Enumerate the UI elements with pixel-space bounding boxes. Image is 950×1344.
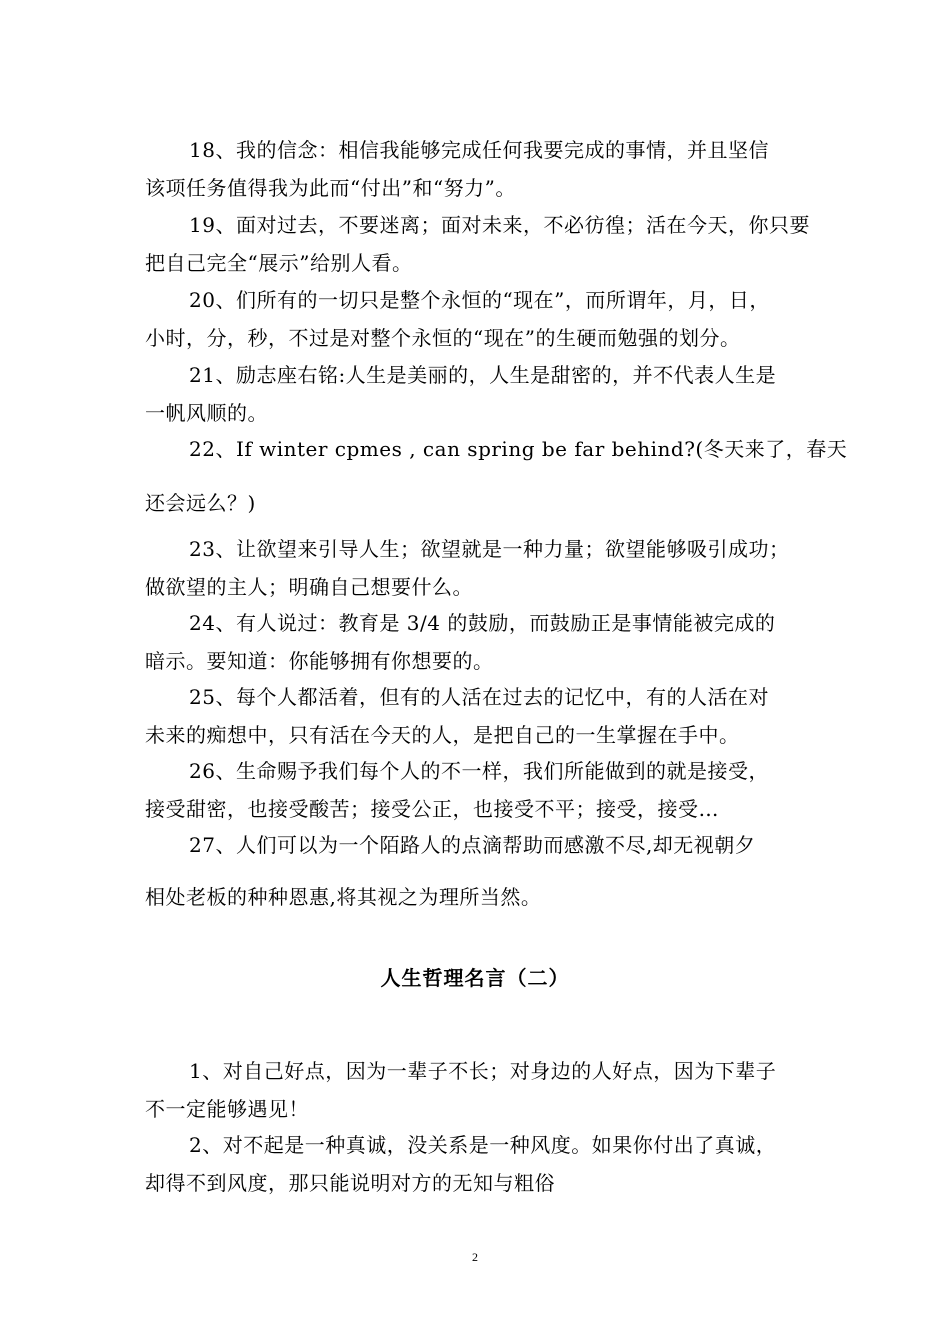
paragraph-line: 一帆风顺的。	[145, 401, 268, 425]
paragraph-line: 18、我的信念：相信我能够完成任何我要完成的事情，并且坚信	[189, 138, 769, 162]
paragraph-line: 24、有人说过：教育是 3/4 的鼓励，而鼓励正是事情能被完成的	[189, 611, 776, 635]
paragraph-line: 接受甜密，也接受酸苦；接受公正，也接受不平；接受，接受…	[145, 797, 719, 821]
quote-paragraph-21	[145, 356, 810, 432]
paragraph-line: 21、励志座右铭:人生是美丽的，人生是甜密的，并不代表人生是	[189, 363, 777, 387]
paragraph-line: 该项任务值得我为此而“付出”和“努力”。	[145, 176, 516, 200]
quote-paragraph-24	[145, 604, 810, 680]
section-paragraph-1	[145, 1052, 810, 1128]
quote-paragraph-23	[145, 530, 810, 606]
paragraph-line: 把自己完全“展示”给别人看。	[145, 251, 413, 275]
quote-paragraph-20	[145, 281, 810, 357]
paragraph-line: 做欲望的主人；明确自己想要什么。	[145, 575, 473, 599]
paragraph-line: 1、对自己好点，因为一辈子不长；对身边的人好点，因为下辈子	[189, 1059, 777, 1083]
paragraph-line: 2、对不起是一种真诚，没关系是一种风度。如果你付出了真诚，	[189, 1133, 777, 1157]
section-paragraph-2	[145, 1126, 810, 1202]
quote-paragraph-25	[145, 678, 810, 754]
quote-paragraph-19	[145, 206, 810, 282]
paragraph-line: 小时，分，秒，不过是对整个永恒的“现在”的生硬而勉强的划分。	[145, 326, 741, 350]
quote-paragraph-22	[145, 430, 848, 522]
quote-paragraph-27	[145, 826, 810, 916]
quote-paragraph-26	[145, 752, 810, 828]
paragraph-line: 22、If winter cpmes , can spring be far behind?(冬天来了，春天	[189, 437, 848, 461]
paragraph-line: 不一定能够遇见！	[145, 1097, 309, 1121]
quote-paragraph-18	[145, 131, 810, 207]
section-title: 人生哲理名言（二）	[380, 966, 570, 990]
paragraph-line: 未来的痴想中，只有活在今天的人，是把自己的一生掌握在手中。	[145, 723, 740, 747]
paragraph-line: 19、面对过去，不要迷离；面对未来，不必彷徨；活在今天，你只要	[189, 213, 810, 237]
paragraph-line: 20、们所有的一切只是整个永恒的“现在”，而所谓年，月，日，	[189, 288, 770, 312]
page-number: 2	[472, 1250, 478, 1264]
paragraph-line: 暗示。要知道：你能够拥有你想要的。	[145, 649, 494, 673]
paragraph-line: 还会远么？)	[145, 491, 256, 515]
paragraph-line: 相处老板的种种恩惠,将其视之为理所当然。	[145, 885, 542, 909]
paragraph-line: 23、让欲望来引导人生；欲望就是一种力量；欲望能够吸引成功；	[189, 537, 790, 561]
paragraph-line: 26、生命赐予我们每个人的不一样，我们所能做到的就是接受，	[189, 759, 769, 783]
paragraph-line: 却得不到风度，那只能说明对方的无知与粗俗	[145, 1171, 555, 1195]
paragraph-line: 27、人们可以为一个陌路人的点滴帮助而感激不尽,却无视朝夕	[189, 833, 756, 857]
paragraph-line: 25、每个人都活着，但有的人活在过去的记忆中，有的人活在对	[189, 685, 769, 709]
